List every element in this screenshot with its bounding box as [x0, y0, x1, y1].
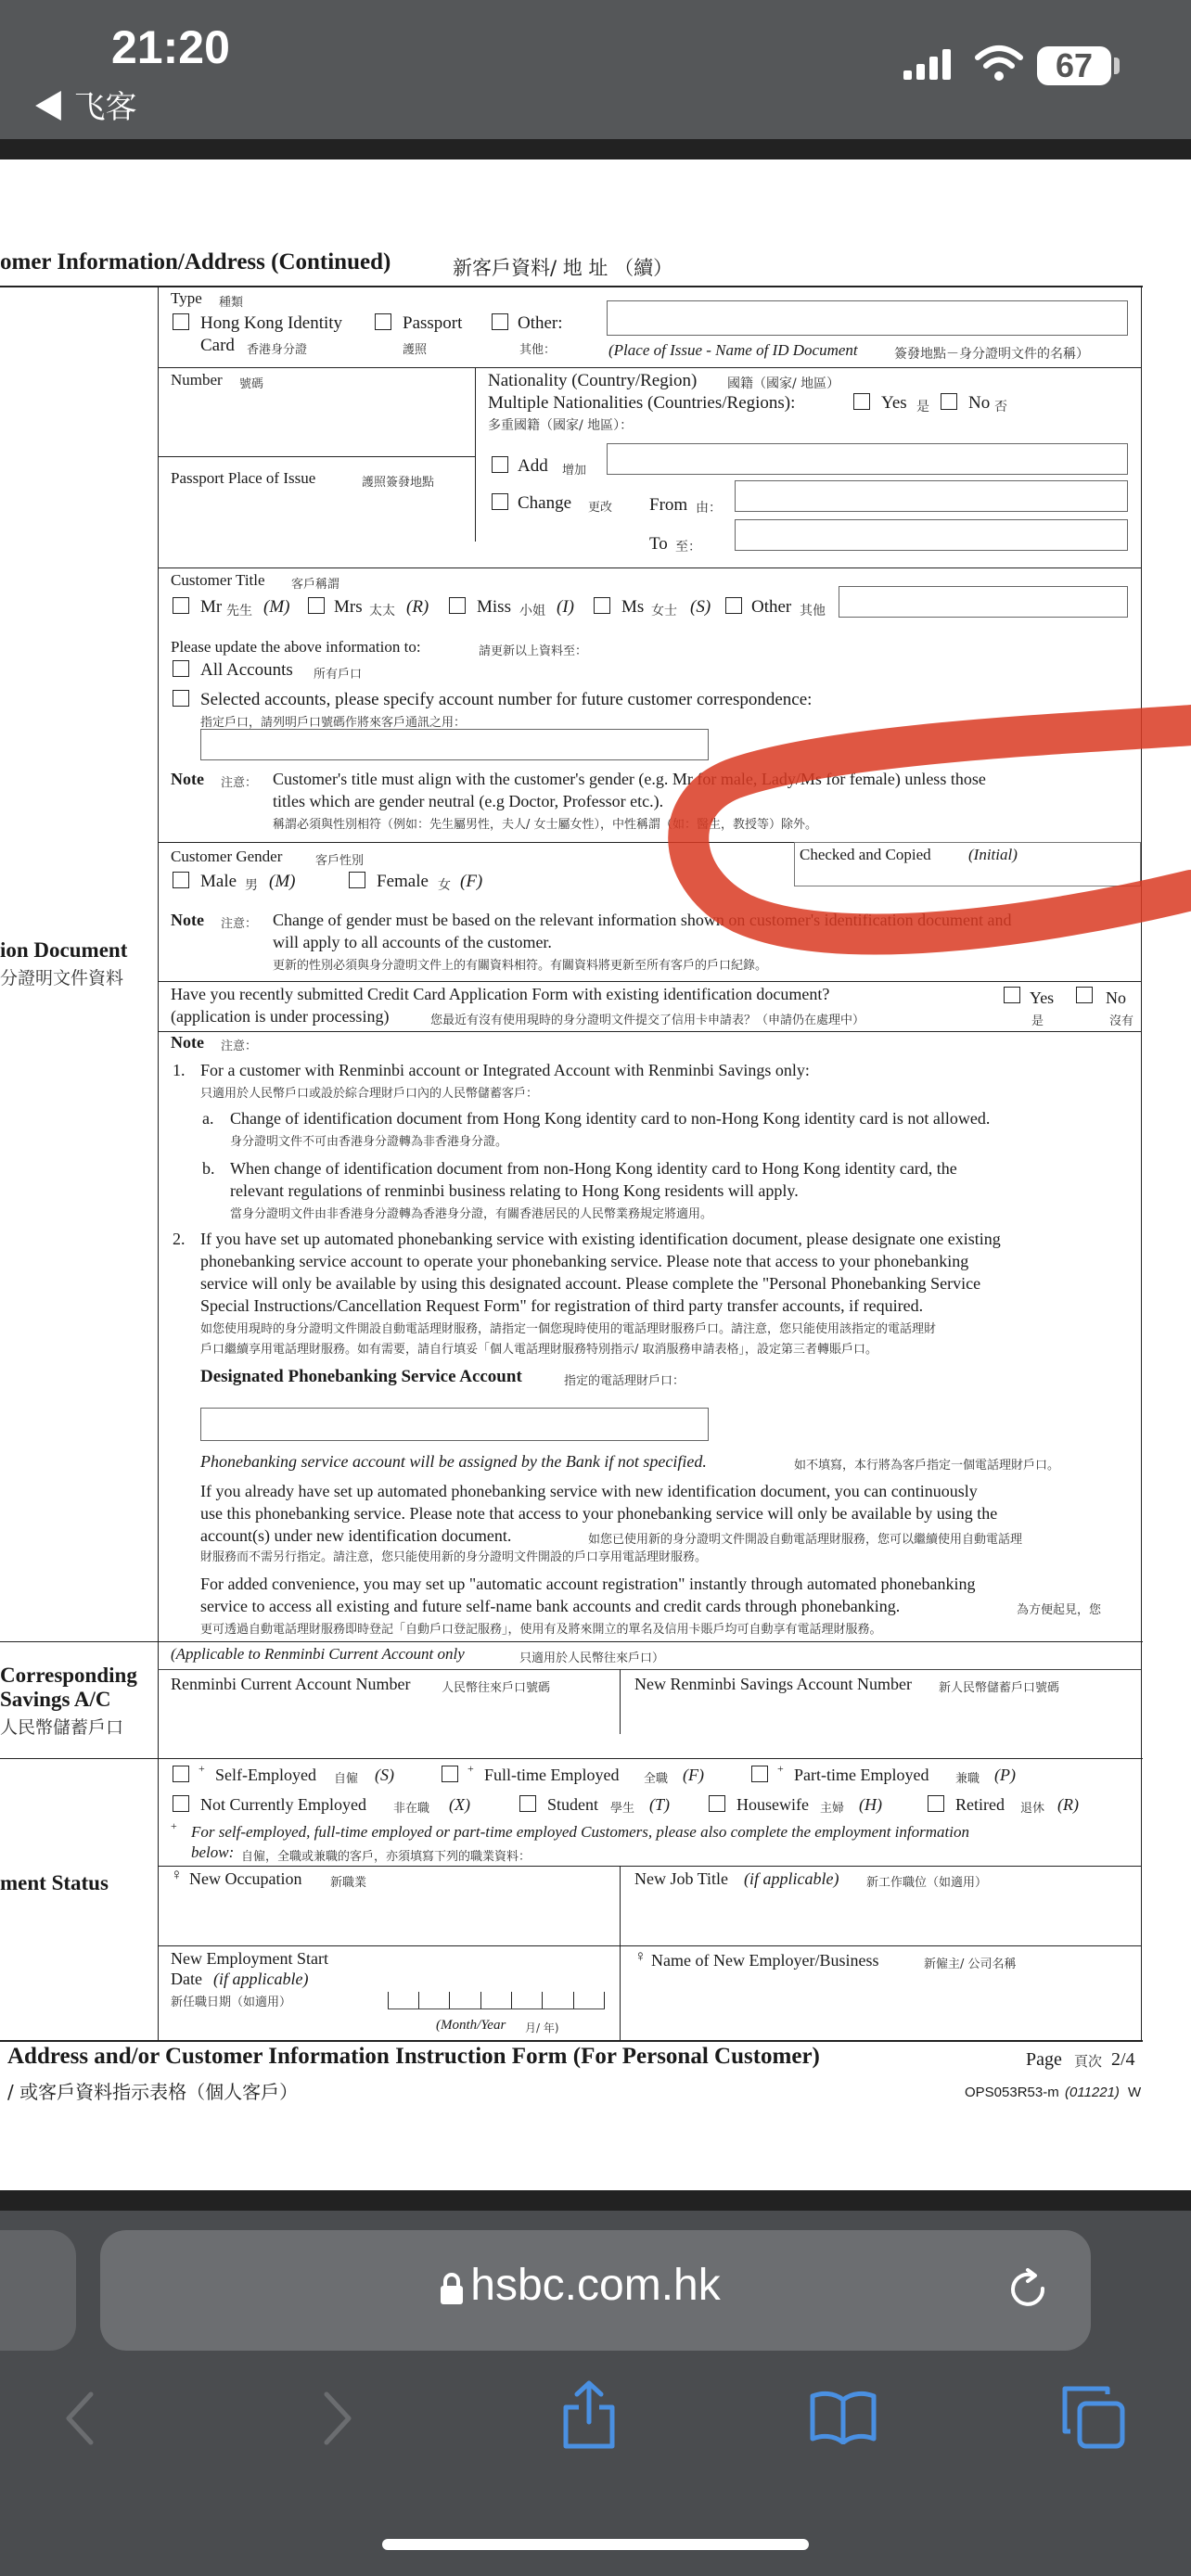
nationality-label-zh: 國籍（國家/ 地區） [727, 376, 840, 391]
gender-note-zh: 更新的性別必須與身分證明文件上的有關資料相符。有關資料將更新至所有客戶的戶口紀錄。 [273, 959, 768, 973]
note-label-zh: 注意： [221, 776, 258, 790]
page-label-zh: 頁次 [1074, 2053, 1103, 2070]
title-ms-label: Ms [621, 597, 645, 617]
plus-mark: + [467, 1762, 474, 1775]
part-time-checkbox[interactable] [751, 1766, 768, 1782]
title-mrs-label: Mrs [334, 597, 363, 617]
to-label-zh: 至： [675, 540, 701, 555]
note-number: 2. [173, 1230, 186, 1248]
rmb-savings-account-label: New Renminbi Savings Account Number [634, 1675, 912, 1693]
type-label: Type [171, 289, 202, 307]
passport-label-zh: 護照 [403, 343, 428, 357]
student-code: (T) [649, 1795, 670, 1814]
to-label: To [649, 534, 668, 554]
url-text[interactable]: hsbc.com.hk [470, 2261, 721, 2310]
yes-label: Yes [881, 393, 907, 413]
retired-label: Retired [955, 1795, 1005, 1814]
housewife-checkbox[interactable] [709, 1795, 725, 1812]
gender-male-label: Male [200, 872, 237, 891]
rule [158, 567, 1141, 568]
full-time-checkbox[interactable] [442, 1766, 458, 1782]
title-mr-label: Mr [200, 597, 223, 617]
not-employed-label-zh: 非在職 [393, 1802, 430, 1816]
title-note-line-2: titles which are gender neutral (e.g Doctor, Professor etc.). [273, 792, 664, 810]
note-label: Note [171, 911, 204, 929]
phonebanking-note-3: service will only be available by using this designated account. Please complete the "Personal Phonebanking Service [200, 1274, 981, 1293]
number-label: Number [171, 371, 223, 389]
rmb-label-zh: 人民幣儲蓄戶口 [0, 1717, 124, 1738]
auto-registration-note-zh-1: 為方便起見，您 [1017, 1603, 1102, 1617]
credit-yes-checkbox[interactable] [1004, 987, 1020, 1003]
rule [158, 1669, 1141, 1670]
cross-mark: ♀ [634, 1947, 647, 1965]
housewife-code: (H) [859, 1795, 882, 1814]
title-miss-checkbox[interactable] [449, 597, 466, 614]
id-document-label-zh: 分證明文件資料 [0, 968, 124, 988]
multi-nationality-label-zh: 多重國籍（國家/ 地區）： [488, 418, 634, 433]
self-employed-label-zh: 自僱 [334, 1772, 359, 1786]
checked-copied-initial: (Initial) [968, 846, 1018, 863]
cross-mark: ♀ [171, 1866, 183, 1883]
form-code: OPS053R53-m [965, 2085, 1059, 2100]
rule [0, 1641, 1143, 1642]
title-miss-label-zh: 小姐 [519, 604, 545, 618]
gender-female-code: (F) [460, 872, 483, 891]
title-miss-code: (I) [557, 597, 574, 617]
nationality-add-checkbox[interactable] [492, 456, 508, 473]
rmb-applicable-note: (Applicable to Renminbi Current Account only [171, 1645, 465, 1663]
passport-label: Passport [403, 313, 463, 333]
gender-male-checkbox[interactable] [173, 872, 189, 888]
credit-card-question-zh: 您最近有沒有使用現時的身分證明文件提交了信用卡申請表？（申請仍在處理中） [430, 1014, 865, 1027]
employment-label: ment Status [0, 1871, 109, 1894]
viewer-bottom-border [0, 2190, 1191, 2211]
update-all-accounts-label-zh: 所有戶口 [314, 668, 363, 682]
rule [0, 1758, 1143, 1759]
self-employed-checkbox[interactable] [173, 1766, 189, 1782]
auto-registration-note-2: service to access all existing and future self-name bank accounts and credit cards through phonebanking. [200, 1597, 901, 1615]
employment-divider [620, 1866, 621, 2042]
designated-account-label: Designated Phonebanking Service Account [200, 1367, 522, 1386]
hkid-checkbox[interactable] [173, 313, 189, 330]
start-date-label-zh: 新任職日期（如適用） [171, 1996, 292, 2009]
home-indicator[interactable] [382, 2539, 809, 2550]
title-mr-checkbox[interactable] [173, 597, 189, 614]
update-all-accounts-checkbox[interactable] [173, 660, 189, 677]
title-mr-code: (M) [263, 597, 290, 617]
not-employed-code: (X) [449, 1795, 470, 1814]
update-label: Please update the above information to: [171, 638, 421, 656]
form-page [0, 159, 1191, 2198]
form-title: Address and/or Customer Information Instruction Form (For Personal Customer) [7, 2044, 820, 2069]
hkid-label-2: Card [200, 336, 235, 355]
rmb-applicable-note-zh: 只適用於人民幣往來戶口） [519, 1651, 665, 1665]
credit-card-question-2: (application is under processing) [171, 1007, 390, 1026]
new-id-note-zh-2: 財服務而不需另行指定。請注意，您只能使用新的身分證明文件開設的戶口享用電話理財服務。 [200, 1550, 708, 1564]
customer-title-label-zh: 客戶稱謂 [291, 578, 340, 592]
credit-no-label: No [1106, 988, 1126, 1007]
other-id-label-zh: 其他： [519, 343, 557, 357]
rmb-note-b-zh: 當身分證明文件由非香港身分證轉為香港身分證，有關香港居民的人民幣業務規定將適用。 [230, 1207, 713, 1221]
add-label: Add [518, 456, 548, 476]
plus-mark: + [198, 1762, 205, 1775]
assigned-note: Phonebanking service account will be assigned by the Bank if not specified. [200, 1452, 707, 1471]
note-label: Note [171, 770, 204, 788]
rule [158, 456, 475, 457]
part-time-label: Part-time Employed [794, 1766, 929, 1784]
tabs-icon[interactable] [1061, 2385, 1126, 2450]
passport-checkbox[interactable] [375, 313, 391, 330]
self-employed-code: (S) [375, 1766, 394, 1784]
update-label-zh: 請更新以上資料至： [479, 644, 588, 658]
share-icon[interactable] [560, 2379, 618, 2450]
note-letter: b. [202, 1159, 215, 1178]
designated-account-input[interactable] [200, 1408, 709, 1441]
gender-note-line-1: Change of gender must be based on the relevant information shown on customer's identification document and [273, 911, 1012, 929]
rmb-note-a-zh: 身分證明文件不可由香港身分證轉為非香港身分證。 [230, 1135, 508, 1149]
other-id-checkbox[interactable] [492, 313, 508, 330]
employment-note-2: below: [191, 1843, 235, 1861]
new-occupation-label-zh: 新職業 [330, 1876, 367, 1890]
date-tick [388, 1992, 389, 2009]
other-id-label: Other: [518, 313, 563, 333]
date-tick [449, 1992, 450, 2009]
multi-nationality-no-checkbox[interactable] [941, 393, 957, 410]
new-job-title-if: (if applicable) [744, 1869, 839, 1888]
employment-note-1: For self-employed, full-time employed or part-time employed Customers, please also complete the employment information [191, 1823, 969, 1841]
section-title-zh: 新客戶資料/ 地 址 （續） [453, 257, 673, 279]
back-icon[interactable] [61, 2391, 98, 2446]
title-ms-checkbox[interactable] [594, 597, 610, 614]
student-label: Student [547, 1795, 599, 1814]
cellular-signal-icon [902, 48, 957, 82]
rmb-note-intro-zh: 只適用於人民幣戶口或設於綜合理財戶口內的人民幣儲蓄客戶： [200, 1087, 539, 1101]
phonebanking-note-4: Special Instructions/Cancellation Request Form" for registration of third party transfer accounts, if required. [200, 1296, 924, 1315]
new-id-note-2: use this phonebanking service. Please note that access to your phonebanking service will only be available by using the [200, 1504, 998, 1523]
no-label-zh: 否 [994, 400, 1007, 414]
start-date-input[interactable] [388, 1988, 605, 2009]
rmb-divider [620, 1669, 621, 1734]
auto-registration-note-1: For added convenience, you may set up "automatic account registration" instantly through automated phonebanking [200, 1575, 976, 1593]
status-bar [0, 0, 1191, 139]
gender-male-label-zh: 男 [245, 878, 258, 893]
selected-accounts-input[interactable] [200, 729, 709, 760]
id-document-label: ion Document [0, 938, 128, 962]
hkid-label: Hong Kong Identity [200, 313, 343, 333]
full-time-label: Full-time Employed [484, 1766, 620, 1784]
credit-card-question: Have you recently submitted Credit Card Application Form with existing identification document? [171, 985, 830, 1003]
retired-label-zh: 退休 [1020, 1802, 1045, 1816]
new-id-note-zh-1: 如您已使用新的身分證明文件開設自動電話理財服務，您可以繼續使用自動電話理 [588, 1533, 1023, 1547]
rmb-note-b-2: relevant regulations of renminbi business relating to Hong Kong residents will apply. [230, 1181, 799, 1200]
section-title: omer Information/Address (Continued) [0, 249, 391, 274]
title-note-line-1: Customer's title must align with the customer's gender (e.g. Mr for male, Lady/Ms for female) unless those [273, 770, 986, 788]
back-to-app-link[interactable]: ◀ 飞客 [33, 90, 137, 125]
date-tick [480, 1992, 481, 2009]
start-date-if: (if applicable) [213, 1970, 309, 1988]
hkid-label-zh: 香港身分證 [247, 343, 308, 357]
gender-note-line-2: will apply to all accounts of the customer. [273, 933, 552, 951]
top-rule [0, 286, 1143, 287]
title-other-label-zh: 其他 [800, 604, 826, 618]
number-divider [475, 367, 476, 542]
assigned-note-zh: 如不填寫，本行將為客戶指定一個電話理財戶口。 [794, 1459, 1060, 1473]
place-of-issue-hint: (Place of Issue - Name of ID Document [608, 341, 858, 359]
title-other-checkbox[interactable] [725, 597, 742, 614]
part-time-code: (P) [994, 1766, 1016, 1784]
title-note-zh: 稱謂必須與性別相符（例如：先生屬男性，夫人/ 女士屬女性），中性稱謂（如：醫生，教授等）除外。 [273, 818, 818, 832]
nationality-from-input[interactable] [735, 480, 1128, 512]
clock: 21:20 [111, 21, 230, 73]
title-mrs-checkbox[interactable] [308, 597, 325, 614]
rule [158, 367, 1141, 368]
title-other-label: Other [751, 597, 792, 617]
number-label-zh: 號碼 [239, 377, 264, 391]
date-tick [573, 1992, 574, 2009]
battery-nub [1114, 57, 1120, 74]
page-label: Page [1026, 2049, 1062, 2070]
title-mrs-code: (R) [406, 597, 429, 617]
reload-icon[interactable] [1007, 2268, 1050, 2311]
rmb-note-a: Change of identification document from Hong Kong identity card to non-Hong Kong identity card is not allowed. [230, 1109, 991, 1128]
rule [158, 981, 1141, 982]
note-label-zh: 注意： [221, 917, 258, 931]
rule [158, 1866, 1141, 1867]
place-of-issue-hint-zh: 簽發地點－身分證明文件的名稱） [894, 347, 1089, 362]
phonebanking-note-zh-2: 戶口繼續享用電話理財服務。如有需要，請自行填妥「個人電話理財服務特別指示/ 取消服務申請表格」，設定第三者轉賬戶口。 [200, 1343, 878, 1357]
page-number: 2/4 [1111, 2049, 1135, 2070]
change-label: Change [518, 493, 572, 513]
plus-mark: + [777, 1762, 784, 1775]
viewer-top-border [0, 139, 1191, 159]
from-label: From [649, 495, 688, 515]
new-occupation-label: New Occupation [189, 1869, 302, 1888]
update-selected-accounts-label-zh: 指定戶口，請列明戶口號碼作將來客戶通訊之用： [200, 716, 467, 730]
gender-female-checkbox[interactable] [349, 872, 365, 888]
date-tick [511, 1992, 512, 2009]
gender-female-label: Female [377, 872, 429, 891]
housewife-label: Housewife [736, 1795, 809, 1814]
credit-yes-label-zh: 是 [1031, 1014, 1044, 1028]
new-job-title-label: New Job Title [634, 1869, 729, 1888]
auto-registration-note-zh-2: 更可透過自動電話理財服務即時登記「自動戶口登記服務」，使用有及將來開立的單名及信用卡賬戶均可自動享有電話理財服務。 [200, 1623, 882, 1637]
title-other-input[interactable] [839, 586, 1128, 618]
type-label-zh: 種類 [219, 296, 244, 310]
date-tick [604, 1992, 605, 2009]
rmb-note-intro: For a customer with Renminbi account or Integrated Account with Renminbi Savings only: [200, 1061, 810, 1079]
new-id-note-3: account(s) under new identification document. [200, 1526, 512, 1545]
credit-yes-label: Yes [1030, 988, 1055, 1007]
left-column-divider [158, 286, 159, 2042]
not-employed-label: Not Currently Employed [200, 1795, 366, 1814]
date-tick [542, 1992, 543, 2009]
update-all-accounts-label: All Accounts [200, 660, 293, 680]
no-label: No [968, 393, 991, 413]
title-miss-label: Miss [477, 597, 511, 617]
passport-place-label-zh: 護照簽發地點 [362, 476, 435, 490]
battery-icon: 67 [1037, 46, 1111, 85]
add-label-zh: 增加 [562, 464, 587, 478]
nationality-change-checkbox[interactable] [492, 493, 508, 510]
note-label: Note [171, 1033, 204, 1052]
gender-female-label-zh: 女 [438, 878, 451, 893]
multi-nationality-yes-checkbox[interactable] [853, 393, 870, 410]
form-code-date: (011221) [1065, 2085, 1120, 2100]
employment-note-zh: 自僱，全職或兼職的客戶，亦須填寫下列的職業資料： [241, 1850, 531, 1864]
full-time-label-zh: 全職 [644, 1772, 669, 1786]
nationality-to-input[interactable] [735, 519, 1128, 551]
rmb-label-2: Savings A/C [0, 1688, 111, 1711]
title-mr-label-zh: 先生 [226, 604, 252, 618]
from-label-zh: 由： [696, 501, 722, 516]
self-employed-label: Self-Employed [215, 1766, 316, 1784]
bookmarks-icon[interactable] [809, 2389, 877, 2444]
new-employer-label-zh: 新僱主/ 公司名稱 [924, 1958, 1017, 1971]
forward-icon[interactable] [319, 2391, 356, 2446]
start-date-label: New Employment Start [171, 1949, 328, 1968]
designated-account-label-zh: 指定的電話理財戶口： [564, 1374, 685, 1388]
title-ms-code: (S) [690, 597, 711, 617]
note-label-zh: 注意： [221, 1039, 258, 1053]
wifi-icon [974, 45, 1024, 83]
bottom-rule [0, 2040, 1143, 2042]
rmb-savings-account-label-zh: 新人民幣儲蓄戶口號碼 [939, 1681, 1060, 1695]
credit-no-checkbox[interactable] [1076, 987, 1093, 1003]
student-label-zh: 學生 [610, 1802, 635, 1816]
phonebanking-note-1: If you have set up automated phonebanking service with existing identification document, please designate one existing [200, 1230, 1001, 1248]
housewife-label-zh: 主婦 [820, 1802, 845, 1816]
form-title-zh: / 或客戶資料指示表格（個人客戶） [7, 2081, 299, 2103]
new-id-note-1: If you already have set up automated phonebanking service with new identification document, you can continuously [200, 1482, 978, 1500]
note-letter: a. [202, 1109, 214, 1128]
change-label-zh: 更改 [588, 501, 613, 515]
note-number: 1. [173, 1061, 186, 1079]
gender-male-code: (M) [269, 872, 296, 891]
rmb-note-b-1: When change of identification document from non-Hong Kong identity card to Hong Kong identity card, the [230, 1159, 957, 1178]
new-employer-label: Name of New Employer/Business [651, 1951, 879, 1970]
date-tick [418, 1992, 419, 2009]
phonebanking-note-2: phonebanking service account to operate your phonebanking service. Please note that access to your phonebanking [200, 1252, 969, 1270]
rmb-label: Corresponding [0, 1664, 137, 1687]
rmb-current-account-label-zh: 人民幣往來戶口號碼 [442, 1681, 551, 1695]
rule [158, 1031, 1141, 1032]
new-job-title-label-zh: 新工作職位（如適用） [866, 1876, 988, 1890]
multi-nationality-label: Multiple Nationalities (Countries/Regions): [488, 393, 796, 413]
rmb-current-account-label: Renminbi Current Account Number [171, 1675, 411, 1693]
part-time-label-zh: 兼職 [955, 1772, 980, 1786]
update-selected-accounts-label: Selected accounts, please specify account number for future customer correspondence: [200, 690, 813, 709]
update-selected-accounts-checkbox[interactable] [173, 690, 189, 707]
passport-place-label: Passport Place of Issue [171, 469, 316, 487]
month-year-hint-zh: 月/ 年) [525, 2021, 559, 2034]
start-date-label-2: Date [171, 1970, 202, 1988]
gender-label-zh: 客戶性別 [315, 854, 365, 868]
gender-label: Customer Gender [171, 848, 283, 865]
other-id-input[interactable] [607, 300, 1128, 336]
right-border [1141, 286, 1142, 2042]
retired-code: (R) [1057, 1795, 1079, 1814]
not-employed-checkbox[interactable] [173, 1795, 189, 1812]
plus-mark: + [171, 1819, 177, 1832]
title-ms-label-zh: 女士 [651, 604, 677, 618]
rule [158, 1945, 1141, 1946]
title-mrs-label-zh: 太太 [369, 604, 395, 618]
customer-title-label: Customer Title [171, 571, 265, 589]
nationality-add-input[interactable] [607, 443, 1128, 475]
yes-label-zh: 是 [916, 400, 929, 414]
phonebanking-note-zh-1: 如您使用現時的身分證明文件開設自動電話理財服務，請指定一個您現時使用的電話理財服務戶口。請注意，您只能使用該指定的電話理財 [200, 1322, 937, 1336]
credit-no-label-zh: 沒有 [1109, 1014, 1134, 1028]
month-year-hint: (Month/Year [436, 2018, 506, 2033]
retired-checkbox[interactable] [928, 1795, 944, 1812]
full-time-code: (F) [683, 1766, 704, 1784]
form-code-w: W [1128, 2085, 1142, 2100]
nationality-label: Nationality (Country/Region) [488, 371, 698, 390]
checked-copied-label: Checked and Copied [800, 846, 931, 863]
student-checkbox[interactable] [519, 1795, 536, 1812]
